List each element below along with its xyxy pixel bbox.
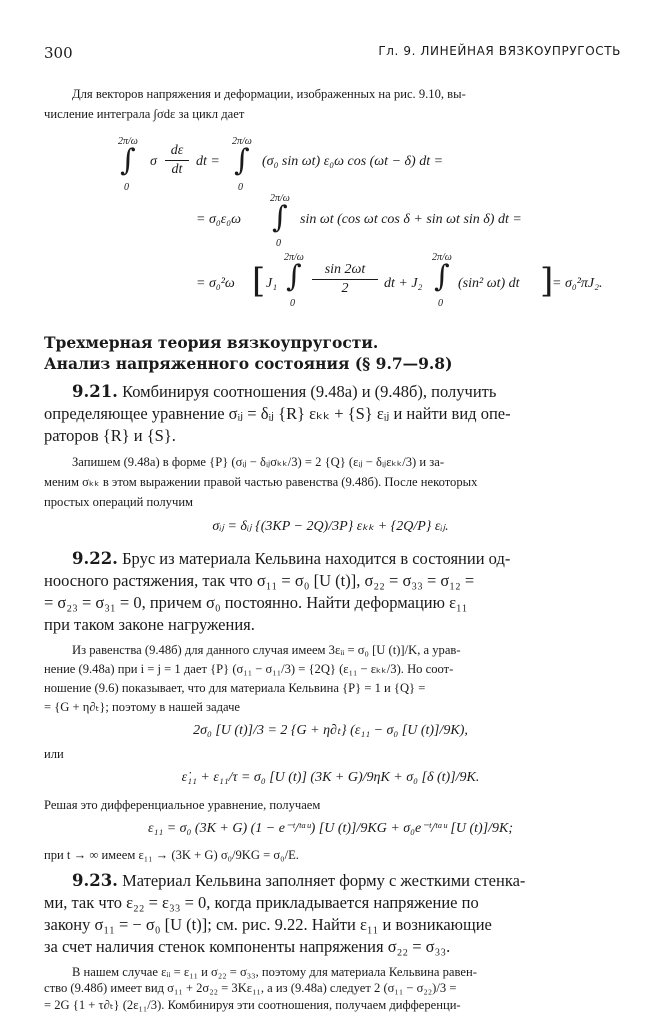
problem-9-23-line-3: закону σ₁₁ = − σ₀ [U (t)]; см. рис. 9.22. Найти ε₁₁ и возникающие [44, 915, 492, 934]
lhs-fraction [165, 143, 189, 178]
section-title-line-1: Трехмерная теория вязкоупругости. [44, 333, 379, 352]
solution-9-22-line-2: нение (9.48a) при i = j = 1 дает {P} (σ₁₁ − σ₁₁/3) = {2Q} (ε₁₁ − εₖₖ/3). Но соот- [44, 662, 454, 676]
row3-end: = σ₀²πJ₂. [552, 276, 603, 291]
fraction-bar [165, 160, 189, 161]
problem-text: Комбинируя соотношения (9.48a) и (9.48б), получить [122, 382, 497, 401]
upper-limit: 2π/ω [432, 252, 452, 263]
row2-rhs: sin ωt (cos ωt cos δ + sin ωt sin δ) dt = [300, 212, 522, 227]
integral-sign: ∫ [120, 143, 136, 178]
problem-text: Материал Кельвина заполняет форму с жесткими стенка- [122, 871, 526, 890]
integral-sign: ∫ [434, 259, 450, 294]
row3-prefix: = σ₀²ω [196, 276, 235, 291]
lhs-denominator: dt [171, 162, 183, 177]
problem-9-22-line-1 [44, 548, 623, 570]
problem-9-21-line-2: определяющее уравнение σᵢⱼ = δᵢⱼ {R} εₖₖ + {S} εᵢⱼ и найти вид опе- [44, 404, 511, 423]
equation-9-22-b: ε̇₁₁ + ε₁₁/τ = σ₀ [U (t)] (3K + G)/9ηK + σ₀ [δ (t)]/9K. [181, 770, 480, 785]
problem-9-22-line-2: ноосного растяжения, так что σ₁₁ = σ₀ [U (t)], σ₂₂ = σ₃₃ = σ₁₂ = [44, 571, 475, 590]
row2-prefix: = σ₀ε₀ω [196, 212, 241, 227]
upper-limit: 2π/ω [232, 136, 252, 147]
problem-9-21-line-3: раторов {R} и {S}. [44, 426, 176, 445]
lower-limit: 0 [438, 298, 443, 309]
page-header [44, 44, 621, 64]
problem-9-21-line-1 [44, 381, 623, 403]
word-or: или [44, 747, 64, 761]
right-bracket: ] [540, 261, 554, 301]
problem-number: 9.21. [72, 382, 118, 401]
lhs-dt: dt = [196, 154, 220, 169]
problem-9-22-line-4: при таком законе нагружения. [44, 615, 255, 634]
solution-9-21-line-2: меним σₖₖ в этом выражении правой частью равенства (9.48б). После некоторых [44, 475, 478, 489]
fraction-bar [312, 279, 378, 280]
left-bracket: [ [252, 261, 266, 301]
section-title-line-2: Анализ напряженного состояния (§ 9.7—9.8) [44, 354, 453, 373]
problem-number: 9.23. [72, 871, 118, 890]
equation-9-22-a: 2σ₀ [U (t)]/3 = 2 {G + η∂ₜ} (ε₁₁ − σ₀ [U (t)]/9K), [193, 723, 468, 738]
solution-9-22-line-3: ношение (9.6) показывает, что для материала Кельвина {P} = 1 и {Q} = [44, 681, 426, 695]
intro-line-1: Для векторов напряжения и деформации, изображенных на рис. 9.10, вы- [72, 87, 466, 101]
integral-sign: ∫ [234, 143, 250, 178]
lower-limit: 0 [124, 182, 129, 193]
upper-limit: 2π/ω [270, 193, 290, 204]
upper-limit: 2π/ω [284, 252, 304, 263]
row3-post: (sin² ωt) dt [458, 276, 520, 291]
sin2wt-fraction [312, 262, 378, 297]
solution-9-23-line-2: ство (9.48б) имеет вид σ₁₁ + 2σ₂₂ = 3Kε₁₁, а из (9.48a) следует 2 (σ₁₁ − σ₂₂)/3 = [44, 981, 457, 995]
running-title: Гл. 9. ЛИНЕЙНАЯ ВЯЗКОУПРУГОСТЬ [378, 44, 621, 58]
page-number: 300 [44, 44, 73, 62]
problem-9-23-line-4: за счет наличия стенок компоненты напряжения σ₂₂ = σ₃₃. [44, 937, 451, 956]
problem-9-23-line-2: ми, так что ε₂₂ = ε₃₃ = 0, когда прикладывается напряжение по [44, 893, 479, 912]
row3-middle: dt + J₂ [384, 276, 423, 291]
lhs-numerator: dε [170, 143, 184, 158]
problem-text: Брус из материала Кельвина находится в состоянии од- [122, 549, 511, 568]
equation-9-21-result: σᵢⱼ = δᵢⱼ {(3KP − 2Q)/3P} εₖₖ + {2Q/P} εᵢⱼ. [212, 519, 449, 534]
row1-rhs: (σ₀ sin ωt) ε₀ω cos (ωt − δ) dt = [262, 154, 444, 169]
row3-j1: J₁ [266, 276, 278, 291]
solution-9-22-limit: при t → ∞ имеем ε₁₁ → (3K + G) σ₀/9KG = σ₀/E. [44, 848, 299, 862]
solution-9-23-line-1: В нашем случае εᵢᵢ = ε₁₁ и σ₂₂ = σ₃₃, поэтому для материала Кельвина равен- [72, 965, 477, 979]
intro-line-2: числение интеграла ∫σdε за цикл дает [44, 107, 245, 121]
problem-9-23-line-1 [44, 870, 623, 892]
upper-limit: 2π/ω [118, 136, 138, 147]
lhs-sigma: σ [150, 154, 157, 169]
solution-9-23-line-3: = 2G {1 + τ∂ₜ} (2ε₁₁/3). Комбинируя эти соотношения, получаем дифференци- [44, 998, 461, 1012]
problem-number: 9.22. [72, 549, 118, 568]
lower-limit: 0 [238, 182, 243, 193]
lower-limit: 0 [276, 238, 281, 249]
solution-9-22-solve: Решая это дифференциальное уравнение, получаем [44, 798, 321, 812]
solution-9-21-line-3: простых операций получим [44, 495, 194, 509]
equation-9-22-c: ε₁₁ = σ₀ (3K + G) (1 − e⁻ᵗ/ᵗᵃᵘ) [U (t)]/9KG + σ₀e⁻ᵗ/ᵗᵃᵘ [U (t)]/9K; [147, 821, 514, 836]
sin2wt-numerator: sin 2ωt [324, 262, 366, 277]
solution-9-22-line-1: Из равенства (9.48б) для данного случая имеем 3εᵢᵢ = σ₀ [U (t)]/K, а урав- [72, 643, 461, 657]
sin2wt-denominator: 2 [341, 281, 349, 296]
integral-sign: ∫ [286, 259, 302, 294]
lower-limit: 0 [290, 298, 295, 309]
integral-sign: ∫ [272, 200, 288, 235]
problem-9-22-line-3: = σ₂₃ = σ₃₁ = 0, причем σ₀ постоянно. Найти деформацию ε₁₁ [44, 593, 468, 612]
solution-9-21-line-1: Запишем (9.48a) в форме {P} (σᵢⱼ − δᵢⱼσₖₖ/3) = 2 {Q} (εᵢⱼ − δᵢⱼεₖₖ/3) и за- [72, 455, 445, 469]
solution-9-22-line-4: = {G + η∂ₜ}; поэтому в нашей задаче [44, 700, 240, 714]
